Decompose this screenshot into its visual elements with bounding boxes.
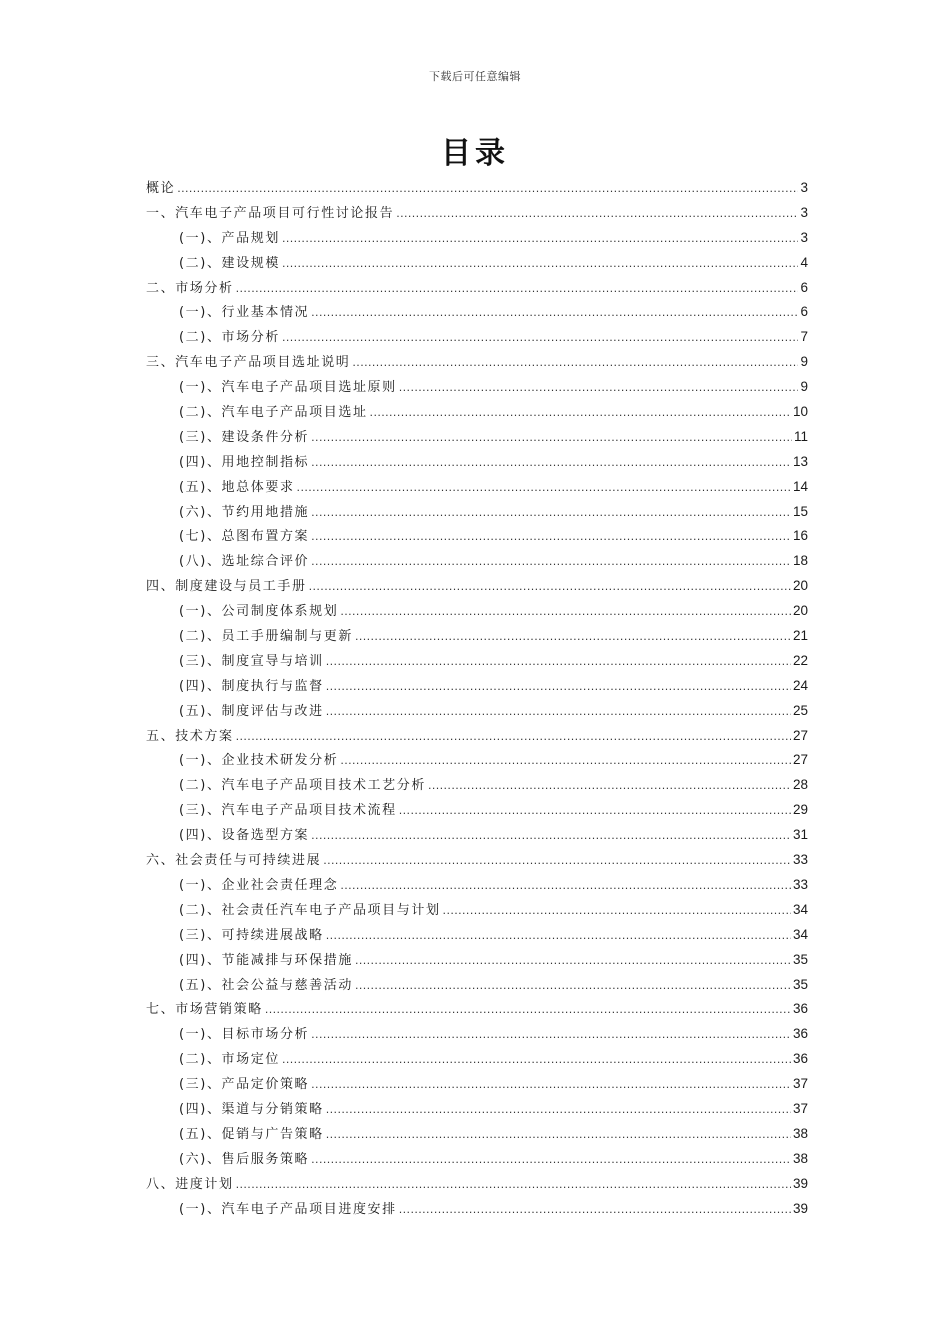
toc-page-number: 28 xyxy=(792,777,808,793)
toc-entry-label: (二)、汽车电子产品项目技术工艺分析 xyxy=(179,778,426,794)
toc-page-number: 35 xyxy=(792,976,808,992)
toc-entry[interactable] xyxy=(146,724,808,749)
toc-subentry[interactable] xyxy=(146,549,808,574)
toc-dot-leader xyxy=(311,301,798,326)
toc-dot-leader xyxy=(236,725,791,750)
toc-entry-label: 七、市场营销策略 xyxy=(146,1002,263,1018)
toc-entry-label: (四)、制度执行与监督 xyxy=(179,678,324,694)
toc-entry[interactable] xyxy=(146,201,808,226)
toc-page-number: 6 xyxy=(800,304,808,320)
toc-page-number: 39 xyxy=(792,1200,808,1216)
toc-dot-leader xyxy=(323,849,791,874)
toc-subentry[interactable] xyxy=(146,923,808,948)
toc-dot-leader xyxy=(311,1148,791,1173)
toc-page-number: 15 xyxy=(792,503,808,519)
toc-subentry[interactable] xyxy=(146,1047,808,1072)
toc-dot-leader xyxy=(326,650,791,675)
toc-entry-label: (三)、产品定价策略 xyxy=(179,1077,310,1093)
toc-subentry[interactable] xyxy=(146,1122,808,1147)
header-note: 下载后可任意编辑 xyxy=(429,70,521,83)
toc-dot-leader xyxy=(311,1073,791,1098)
toc-dot-leader xyxy=(399,1198,791,1223)
toc-dot-leader xyxy=(311,824,791,849)
toc-dot-leader xyxy=(177,177,798,202)
toc-entry-label: (五)、社会公益与慈善活动 xyxy=(179,977,353,993)
toc-page-number: 25 xyxy=(792,702,808,718)
toc-dot-leader xyxy=(340,749,791,774)
toc-entry-label: (五)、促销与广告策略 xyxy=(179,1126,324,1142)
toc-entry-label: (一)、汽车电子产品项目选址原则 xyxy=(179,380,397,396)
toc-page-number: 21 xyxy=(792,628,808,644)
toc-page-number: 13 xyxy=(792,453,808,469)
toc-entry-label: 四、制度建设与员工手册 xyxy=(146,579,307,595)
toc-entry-label: 五、技术方案 xyxy=(146,728,234,744)
toc-page-number: 18 xyxy=(792,553,808,569)
toc-dot-leader xyxy=(396,202,798,227)
toc-subentry[interactable] xyxy=(146,251,808,276)
toc-entry-label: (二)、社会责任汽车电子产品项目与计划 xyxy=(179,902,441,918)
toc-entry-label: (二)、员工手册编制与更新 xyxy=(179,629,353,645)
toc-subentry[interactable] xyxy=(146,1097,808,1122)
toc-dot-leader xyxy=(282,1048,791,1073)
toc-page-number: 9 xyxy=(800,379,808,395)
toc-page-number: 31 xyxy=(792,827,808,843)
toc-page-number: 36 xyxy=(792,1001,808,1017)
toc-entry[interactable] xyxy=(146,997,808,1022)
toc-entry-label: (一)、企业社会责任理念 xyxy=(179,877,339,893)
toc-entry-label: (一)、企业技术研发分析 xyxy=(179,753,339,769)
toc-page-number: 34 xyxy=(792,901,808,917)
toc-subentry[interactable] xyxy=(146,798,808,823)
toc-page-number: 11 xyxy=(793,428,808,444)
toc-subentry[interactable] xyxy=(146,773,808,798)
toc-entry[interactable] xyxy=(146,176,808,201)
toc-page-number: 9 xyxy=(800,354,808,370)
toc-page-number: 38 xyxy=(792,1150,808,1166)
toc-dot-leader xyxy=(326,924,791,949)
toc-dot-leader xyxy=(370,401,791,426)
toc-subentry[interactable] xyxy=(146,226,808,251)
toc-entry-label: (八)、选址综合评价 xyxy=(179,554,310,570)
toc-subentry[interactable] xyxy=(146,649,808,674)
toc-entry[interactable] xyxy=(146,848,808,873)
toc-entry-label: (四)、节能减排与环保措施 xyxy=(179,952,353,968)
toc-page-number: 39 xyxy=(792,1175,808,1191)
toc-dot-leader xyxy=(352,351,798,376)
toc-dot-leader xyxy=(326,675,791,700)
toc-page-number: 33 xyxy=(792,852,808,868)
toc-subentry[interactable] xyxy=(146,823,808,848)
toc-entry-label: (六)、节约用地措施 xyxy=(179,504,310,520)
toc-subentry[interactable] xyxy=(146,948,808,973)
toc-dot-leader xyxy=(399,799,791,824)
toc-page-number: 36 xyxy=(792,1026,808,1042)
toc-entry-label: (二)、建设规模 xyxy=(179,255,280,271)
page-title: 目录 xyxy=(441,136,509,171)
toc-subentry[interactable] xyxy=(146,973,808,998)
toc-subentry[interactable] xyxy=(146,325,808,350)
toc-subentry[interactable] xyxy=(146,475,808,500)
toc-page-number: 10 xyxy=(792,404,808,420)
toc-entry-label: 三、汽车电子产品项目选址说明 xyxy=(146,355,351,371)
toc-subentry[interactable] xyxy=(146,898,808,923)
toc-dot-leader xyxy=(399,376,799,401)
toc-page-number: 35 xyxy=(792,951,808,967)
toc-dot-leader xyxy=(355,949,791,974)
toc-dot-leader xyxy=(340,874,791,899)
toc-entry-label: (一)、产品规划 xyxy=(179,230,280,246)
toc-dot-leader xyxy=(311,550,791,575)
toc-entry-label: (三)、建设条件分析 xyxy=(179,429,310,445)
toc-dot-leader xyxy=(355,625,791,650)
toc-subentry[interactable] xyxy=(146,375,808,400)
toc-entry[interactable] xyxy=(146,574,808,599)
toc-page-number: 36 xyxy=(792,1051,808,1067)
toc-entry-label: (三)、可持续进展战略 xyxy=(179,927,324,943)
toc-page-number: 20 xyxy=(792,603,808,619)
toc-entry-label: (二)、市场分析 xyxy=(179,330,280,346)
toc-page-number: 22 xyxy=(792,652,808,668)
table-of-contents xyxy=(146,176,808,1221)
toc-entry-label: (四)、渠道与分销策略 xyxy=(179,1101,324,1117)
toc-dot-leader xyxy=(236,277,799,302)
toc-dot-leader xyxy=(311,525,791,550)
toc-entry[interactable] xyxy=(146,350,808,375)
toc-subentry[interactable] xyxy=(146,1147,808,1172)
toc-dot-leader xyxy=(311,501,791,526)
toc-entry-label: (一)、目标市场分析 xyxy=(179,1027,310,1043)
toc-page-number: 3 xyxy=(800,204,808,220)
toc-subentry[interactable] xyxy=(146,524,808,549)
toc-subentry[interactable] xyxy=(146,425,808,450)
toc-dot-leader xyxy=(282,227,799,252)
toc-entry-label: (一)、汽车电子产品项目进度安排 xyxy=(179,1201,397,1217)
toc-entry-label: (三)、汽车电子产品项目技术流程 xyxy=(179,803,397,819)
toc-dot-leader xyxy=(309,575,791,600)
toc-page-number: 14 xyxy=(792,478,808,494)
toc-subentry[interactable] xyxy=(146,624,808,649)
toc-page-number: 37 xyxy=(792,1100,808,1116)
toc-dot-leader xyxy=(326,1123,791,1148)
toc-entry-label: (六)、售后服务策略 xyxy=(179,1151,310,1167)
toc-dot-leader xyxy=(297,476,791,501)
toc-subentry[interactable] xyxy=(146,1197,808,1222)
toc-dot-leader xyxy=(282,252,799,277)
toc-page-number: 4 xyxy=(800,254,808,270)
toc-entry-label: 八、进度计划 xyxy=(146,1176,234,1192)
toc-page-number: 20 xyxy=(792,578,808,594)
toc-dot-leader xyxy=(236,1173,791,1198)
toc-entry-label: (二)、市场定位 xyxy=(179,1052,280,1068)
toc-subentry[interactable] xyxy=(146,400,808,425)
toc-subentry[interactable] xyxy=(146,674,808,699)
toc-page-number: 16 xyxy=(792,528,808,544)
toc-entry-label: 一、汽车电子产品项目可行性讨论报告 xyxy=(146,205,395,221)
toc-subentry[interactable] xyxy=(146,300,808,325)
toc-entry-label: (四)、设备选型方案 xyxy=(179,828,310,844)
toc-entry-label: (五)、制度评估与改进 xyxy=(179,703,324,719)
toc-dot-leader xyxy=(311,426,792,451)
toc-dot-leader xyxy=(355,974,791,999)
toc-subentry[interactable] xyxy=(146,699,808,724)
toc-entry[interactable] xyxy=(146,1172,808,1197)
toc-subentry[interactable] xyxy=(146,450,808,475)
toc-dot-leader xyxy=(340,600,791,625)
toc-page-number: 6 xyxy=(800,279,808,295)
toc-entry-label: (二)、汽车电子产品项目选址 xyxy=(179,405,368,421)
toc-entry-label: 概论 xyxy=(146,181,176,196)
toc-entry-label: (五)、地总体要求 xyxy=(179,479,295,495)
toc-subentry[interactable] xyxy=(146,748,808,773)
toc-subentry[interactable] xyxy=(146,599,808,624)
toc-dot-leader xyxy=(326,1098,791,1123)
toc-dot-leader xyxy=(311,1023,791,1048)
toc-page-number: 3 xyxy=(800,180,808,195)
toc-entry[interactable] xyxy=(146,276,808,301)
toc-subentry[interactable] xyxy=(146,500,808,525)
toc-page-number: 24 xyxy=(792,677,808,693)
toc-page-number: 38 xyxy=(792,1125,808,1141)
toc-page-number: 3 xyxy=(800,229,808,245)
toc-dot-leader xyxy=(428,774,791,799)
toc-page-number: 33 xyxy=(792,876,808,892)
toc-entry-label: (三)、制度宣导与培训 xyxy=(179,653,324,669)
toc-subentry[interactable] xyxy=(146,1022,808,1047)
toc-subentry[interactable] xyxy=(146,1072,808,1097)
toc-page-number: 34 xyxy=(792,926,808,942)
toc-page-number: 7 xyxy=(800,329,808,345)
toc-entry-label: 二、市场分析 xyxy=(146,280,234,296)
toc-dot-leader xyxy=(265,998,791,1023)
toc-entry-label: (一)、公司制度体系规划 xyxy=(179,604,339,620)
toc-dot-leader xyxy=(326,700,791,725)
toc-page-number: 27 xyxy=(792,752,808,768)
toc-page-number: 29 xyxy=(792,802,808,818)
toc-entry-label: 六、社会责任与可持续进展 xyxy=(146,853,322,869)
toc-dot-leader xyxy=(443,899,791,924)
toc-dot-leader xyxy=(282,326,799,351)
toc-entry-label: (四)、用地控制指标 xyxy=(179,454,310,470)
toc-dot-leader xyxy=(311,451,791,476)
toc-entry-label: (七)、总图布置方案 xyxy=(179,529,310,545)
toc-page-number: 37 xyxy=(792,1076,808,1092)
toc-entry-label: (一)、行业基本情况 xyxy=(179,305,310,321)
toc-page-number: 27 xyxy=(792,727,808,743)
toc-subentry[interactable] xyxy=(146,873,808,898)
